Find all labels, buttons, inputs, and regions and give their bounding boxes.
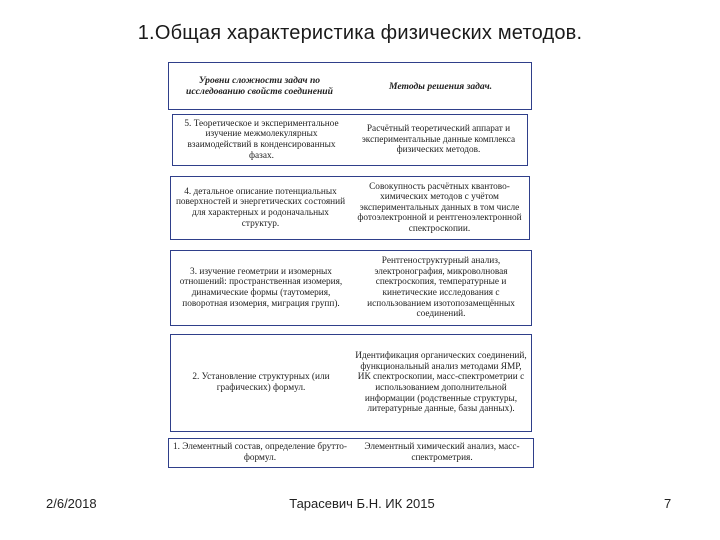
header-methods: Методы решения задач. bbox=[388, 80, 493, 92]
footer-page-number: 7 bbox=[664, 496, 672, 511]
row-2-methods: Идентификация органических соединений, функциональный анализ методами ЯМР, ИК спектроскопии, масс-спектрометрии с использованием дополнительной информации (родственные структуры, литературные данные, базы данных). bbox=[355, 351, 527, 415]
row-5-level: 5. Теоретическое и экспериментальное изучение межмолекулярных взаимодействий в конденсированных фазах. bbox=[184, 118, 339, 161]
row-3-level: 3. изучение геометрии и изомерных отношений: пространственная изомерия, динамические формы (таутомерия, поворотная изомерия, миграция групп). bbox=[179, 266, 343, 309]
footer-author: Тарасевич Б.Н. ИК 2015 bbox=[289, 496, 435, 511]
table-row bbox=[172, 114, 528, 166]
row-2-level: 2. Установление структурных (или графических) формул. bbox=[192, 372, 330, 393]
scanned-table bbox=[160, 58, 540, 472]
slide-title: 1.Общая характеристика физических методов. bbox=[137, 22, 583, 44]
footer-date: 2/6/2018 bbox=[46, 496, 97, 511]
row-1-methods: Элементный химический анализ, масс-спектрометрия. bbox=[364, 442, 520, 463]
row-4-level: 4. детальное описание потенциальных поверхностей и энергетических состояний для характерных и родоначальных структур. bbox=[175, 186, 346, 229]
table-header bbox=[168, 62, 532, 110]
table-row bbox=[170, 334, 532, 432]
row-3-methods: Рентгеноструктурный анализ, электронография, микроволновая спектроскопия, температурные и кинетические исследования с использованием изотопозамещённых соединений. bbox=[367, 256, 515, 320]
row-4-methods: Совокупность расчётных квантово-химических методов с учётом экспериментальных данных в том числе фотоэлектронной и рентгеноэлектронной спектроскопии. bbox=[357, 181, 522, 234]
table-row bbox=[170, 176, 530, 240]
table-row bbox=[168, 438, 534, 468]
table-row bbox=[170, 250, 532, 326]
header-levels: Уровни сложности задач по исследованию свойств соединений bbox=[186, 75, 333, 97]
row-5-methods: Расчётный теоретический аппарат и экспериментальные данные комплекса физических методов. bbox=[361, 124, 516, 156]
row-1-level: 1. Элементный состав, определение брутто-формул. bbox=[172, 442, 348, 463]
